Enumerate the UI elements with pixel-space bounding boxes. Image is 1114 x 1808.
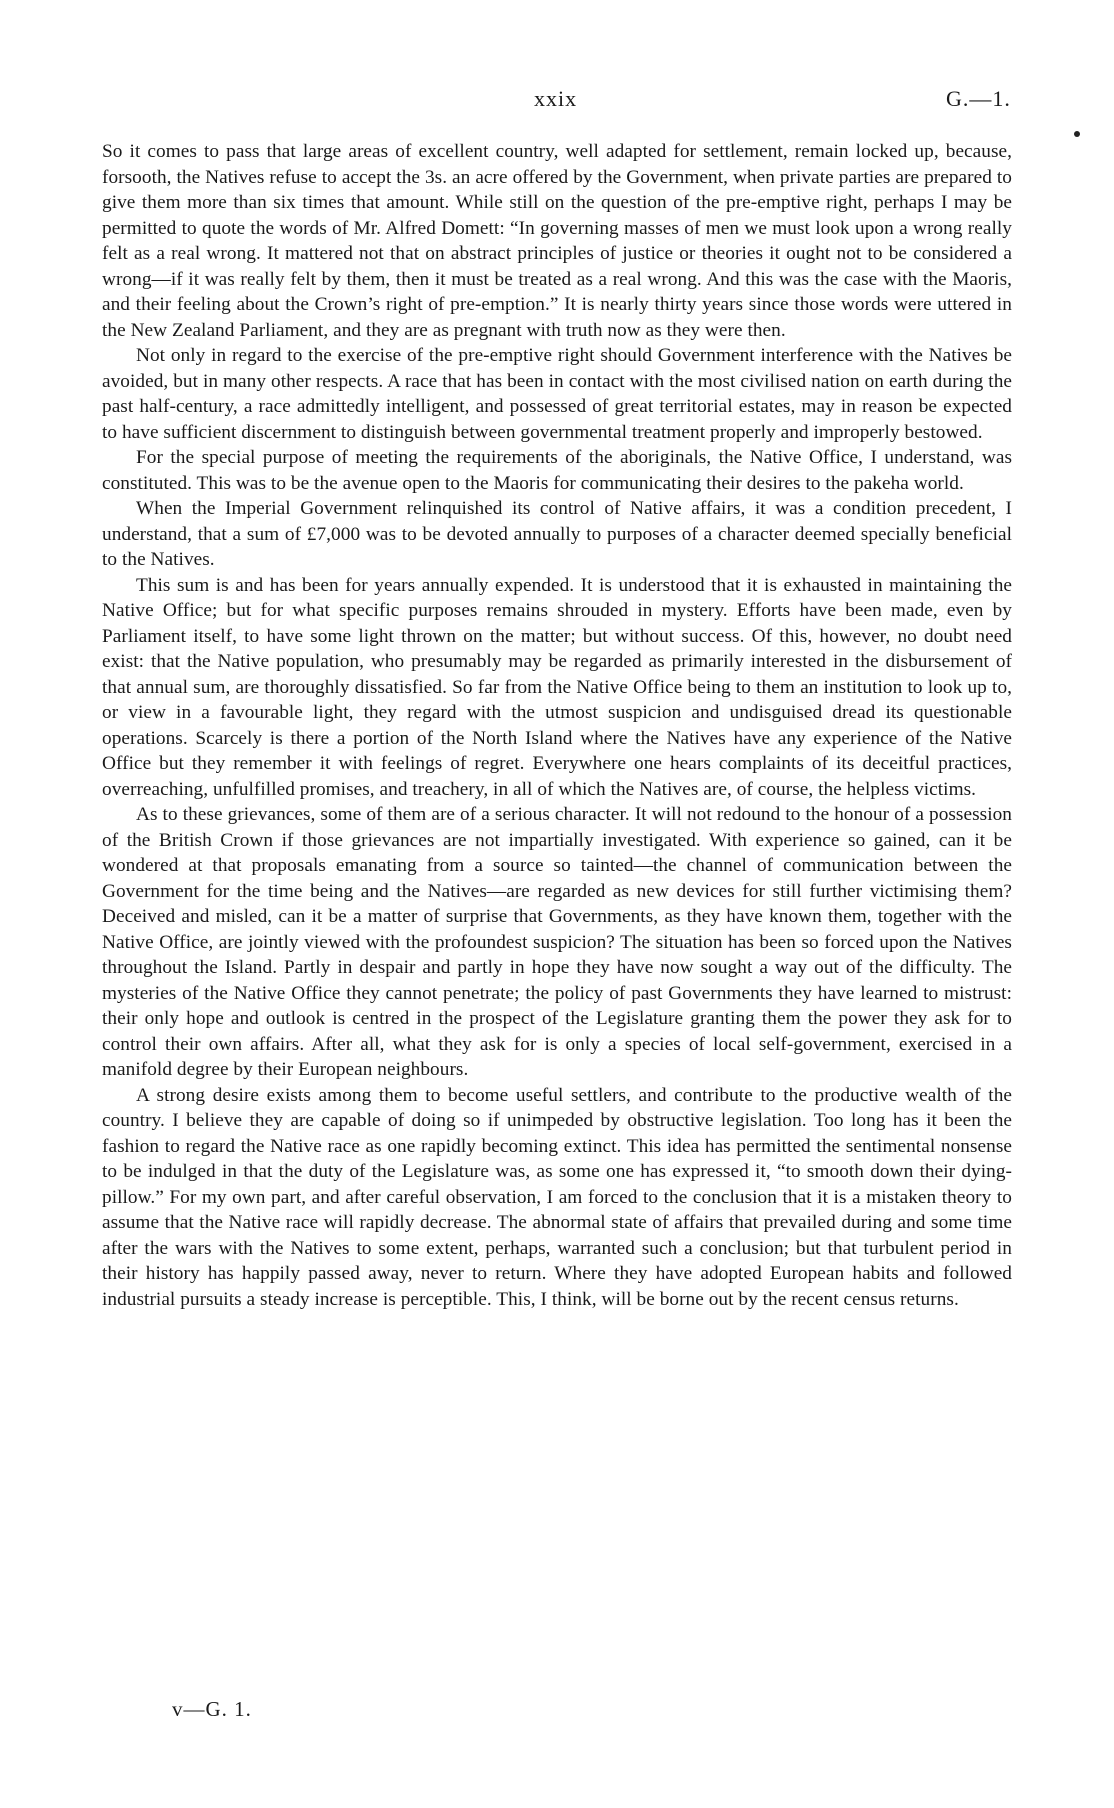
document-reference: G.—1. <box>946 86 1011 111</box>
paragraph: This sum is and has been for years annually expended. It is understood that it is exhausted in maintaining the Native Office; but for what specific purposes remains shrouded in mystery. Efforts have been made, even by Parliament itself, to have some light thrown on the matter; but without success. Of this, however, no doubt need exist: that the Native population, who presumably may be regarded as primarily interested in the disbursement of that annual sum, are thoroughly dissatisfied. So far from the Native Office being to them an institution to look up to, or view in a favourable light, they regard with the utmost suspicion and undisguised dread its questionable operations. Scarcely is there a portion of the North Island where the Natives have any experience of the Native Office but they remember it with feelings of regret. Everywhere one hears complaints of its deceitful practices, overreaching, unfulfilled promises, and treachery, in all of which the Natives are, of course, the helpless victims. <box>102 574 1012 800</box>
paragraph: So it comes to pass that large areas of excellent country, well adapted for settlement, remain locked up, because, forsooth, the Natives refuse to accept the 3s. an acre offered by the Government, when private parties are prepared to give them more than six times that amount. While still on the question of the pre-emptive right, perhaps I may be permitted to quote the words of Mr. Alfred Domett: “In governing masses of men we must look upon a wrong really felt as a real wrong. It mattered not that on abstract principles of justice or theories it ought not to be considered a wrong—if it was really felt by them, then it must be treated as a real wrong. And this was the case with the Maoris, and their feeling about the Crown’s right of pre-emption.” It is nearly thirty years since those words were uttered in the New Zealand Parliament, and they are as pregnant with truth now as they were then. <box>102 141 1012 341</box>
body-text <box>102 139 1012 1312</box>
paragraph: For the special purpose of meeting the requirements of the aboriginals, the Native Office, I understand, was constituted. This was to be the avenue open to the Maoris for communicating their desires to the pakeha world. <box>102 447 1012 494</box>
paragraph: When the Imperial Government relinquished its control of Native affairs, it was a condition precedent, I understand, that a sum of £7,000 was to be devoted annually to purposes of a character deemed specially beneficial to the Natives. <box>102 498 1012 570</box>
paragraph: A strong desire exists among them to become useful settlers, and contribute to the productive wealth of the country. I believe they are capable of doing so if unimpeded by obstructive legislation. Too long has it been the fashion to regard the Native race as one rapidly becoming extinct. This idea has permitted the sentimental nonsense to be indulged in that the duty of the Legislature was, as some one has expressed it, “to smooth down their dying-pillow.” For my own part, and after careful observation, I am forced to the conclusion that it is a mistaken theory to assume that the Native race will rapidly decrease. The abnormal state of affairs that prevailed during and some time after the wars with the Natives to some extent, perhaps, warranted such a conclusion; but that turbulent period in their history has happily passed away, never to return. Where they have adopted European habits and followed industrial pursuits a steady increase is perceptible. This, I think, will be borne out by the recent census returns. <box>102 1084 1012 1310</box>
paragraph: Not only in regard to the exercise of the pre-emptive right should Government interference with the Natives be avoided, but in many other respects. A race that has been in contact with the most civilised nation on earth during the past half-century, a race admittedly intelligent, and possessed of great territorial estates, may in reason be expected to have sufficient discernment to distinguish between governmental treatment properly and improperly bestowed. <box>102 345 1012 443</box>
signature-mark: v—G. 1. <box>172 1697 252 1721</box>
page-number: xxix <box>534 86 578 111</box>
ink-dot-mark <box>1074 131 1080 137</box>
paragraph: As to these grievances, some of them are of a serious character. It will not redound to the honour of a possession of the British Crown if those grievances are not impartially investigated. With experience so gained, can it be wondered at that proposals emanating from a source so tainted—the channel of communication between the Government for the time being and the Natives—are regarded as new devices for still further victimising them? Deceived and misled, can it be a matter of surprise that Governments, as they have known them, together with the Native Office, are jointly viewed with the profoundest suspicion? The situation has been so forced upon the Natives throughout the Island. Partly in despair and partly in hope they have now sought a way out of the difficulty. The mysteries of the Native Office they cannot penetrate; the policy of past Governments they have learned to mistrust: their only hope and outlook is centred in the prospect of the Legislature granting them the power they ask for to control their own affairs. After all, what they ask for is only a species of local self-government, exercised in a manifold degree by their European neighbours. <box>102 804 1012 1080</box>
